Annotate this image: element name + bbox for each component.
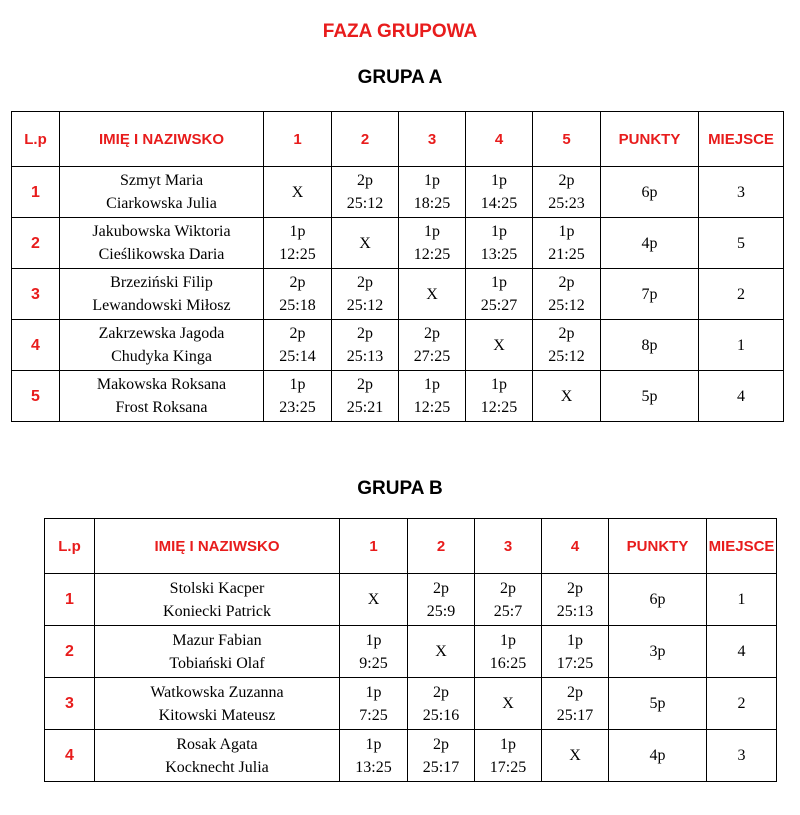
match-points: 2p — [289, 325, 306, 342]
match-result-cell — [475, 626, 542, 678]
match-points: 1p — [365, 683, 382, 701]
column-header: 5 — [533, 112, 601, 167]
place-cell: 1 — [707, 574, 777, 626]
match-points: 2p — [357, 325, 373, 342]
match-result-cell — [466, 167, 533, 218]
points-cell: 3p — [609, 626, 707, 678]
column-header: PUNKTY — [601, 112, 699, 167]
match-score: 25:27 — [480, 297, 518, 314]
match-points: 2p — [357, 376, 373, 393]
match-score: 25:23 — [548, 195, 585, 212]
match-result-cell — [340, 626, 408, 678]
points-cell: 5p — [609, 678, 707, 730]
match-result-cell — [466, 269, 533, 320]
group-a-header-row — [12, 112, 784, 167]
match-score: 18:25 — [413, 195, 451, 212]
match-result-cell — [542, 626, 609, 678]
table-row — [45, 626, 777, 678]
match-score: 25:9 — [426, 602, 456, 620]
match-result-cell — [408, 574, 475, 626]
row-number: 3 — [45, 678, 95, 730]
match-score: 25:14 — [279, 348, 316, 365]
player-name: Mazur Fabian — [172, 631, 262, 649]
match-score: 14:25 — [480, 195, 518, 212]
match-result-cell — [399, 167, 466, 218]
match-result-cell — [533, 218, 601, 269]
match-result-cell — [408, 730, 475, 782]
row-number: 5 — [12, 371, 60, 422]
player-name: Watkowska Zuzanna — [150, 683, 284, 701]
page-title: FAZA GRUPOWA — [322, 21, 478, 42]
match-result-cell — [475, 678, 542, 730]
place-cell: 4 — [707, 626, 777, 678]
table-row — [12, 320, 784, 371]
player-name: Chudyka Kinga — [111, 348, 212, 365]
match-points: 1p — [424, 376, 440, 393]
match-points: X — [291, 183, 304, 201]
player-name: Tobiański Olaf — [169, 654, 265, 672]
match-points: 2p — [567, 579, 583, 597]
match-points: 1p — [567, 631, 583, 649]
match-result-cell — [332, 269, 399, 320]
player-name: Koniecki Patrick — [163, 602, 271, 620]
column-header: 2 — [332, 112, 399, 167]
player-name: Szmyt Maria — [119, 172, 204, 189]
match-result-cell — [542, 730, 609, 782]
column-header: L.p — [45, 519, 95, 574]
player-name: Brzeziński Filip — [110, 274, 213, 291]
place-cell: 5 — [699, 218, 784, 269]
player-name: Jakubowska Wiktoria — [92, 223, 231, 240]
column-header: MIEJSCE — [699, 112, 784, 167]
match-score: 21:25 — [548, 246, 585, 263]
match-points: 1p — [491, 274, 507, 291]
match-result-cell — [399, 320, 466, 371]
place-cell: 3 — [699, 167, 784, 218]
match-score: 25:12 — [548, 297, 585, 314]
match-result-cell — [340, 678, 408, 730]
column-header: 4 — [466, 112, 533, 167]
match-result-cell — [466, 320, 533, 371]
match-result-cell — [332, 167, 399, 218]
player-names-cell — [60, 371, 264, 422]
place-cell: 3 — [707, 730, 777, 782]
match-points: 2p — [424, 325, 440, 342]
column-header: 4 — [542, 519, 609, 574]
match-points: 2p — [289, 274, 306, 291]
match-points: 1p — [289, 223, 306, 240]
match-points: 2p — [558, 172, 575, 189]
match-result-cell — [533, 371, 601, 422]
match-result-cell — [264, 218, 332, 269]
player-names-cell — [95, 574, 340, 626]
group-a-title: GRUPA A — [357, 67, 443, 88]
match-score: 25:12 — [346, 297, 384, 314]
points-cell: 4p — [609, 730, 707, 782]
match-points: 1p — [365, 631, 382, 649]
match-result-cell — [399, 371, 466, 422]
match-result-cell — [340, 730, 408, 782]
match-score: 25:13 — [556, 602, 594, 620]
row-number: 1 — [45, 574, 95, 626]
match-result-cell — [533, 320, 601, 371]
match-points: 2p — [500, 579, 516, 597]
player-names-cell — [95, 678, 340, 730]
column-header: 3 — [399, 112, 466, 167]
match-score: 12:25 — [413, 246, 451, 263]
match-points: 2p — [433, 683, 449, 701]
points-cell: 4p — [601, 218, 699, 269]
match-points: X — [502, 695, 514, 712]
player-name: Kocknecht Julia — [165, 758, 269, 776]
player-name: Stolski Kacper — [169, 579, 265, 597]
match-score: 12:25 — [279, 246, 316, 263]
row-number: 4 — [12, 320, 60, 371]
player-names-cell — [95, 626, 340, 678]
match-points: 1p — [558, 223, 575, 240]
row-number: 1 — [12, 167, 60, 218]
match-score: 12:25 — [480, 399, 518, 416]
group-b-header-row — [45, 519, 777, 574]
match-result-cell — [332, 218, 399, 269]
match-points: 2p — [567, 683, 583, 701]
match-points: 1p — [424, 223, 440, 240]
player-name: Rosak Agata — [176, 735, 258, 753]
match-points: 1p — [365, 735, 382, 753]
column-header: 1 — [264, 112, 332, 167]
match-score: 25:16 — [422, 706, 460, 724]
match-result-cell — [533, 167, 601, 218]
match-score: 16:25 — [489, 654, 527, 672]
place-cell: 1 — [699, 320, 784, 371]
column-header: L.p — [12, 112, 60, 167]
match-score: 25:7 — [493, 602, 523, 620]
row-number: 2 — [45, 626, 95, 678]
match-points: 1p — [424, 172, 440, 189]
player-names-cell — [60, 320, 264, 371]
player-names-cell — [95, 730, 340, 782]
match-result-cell — [332, 320, 399, 371]
player-names-cell — [60, 269, 264, 320]
column-header: IMIĘ I NAZIWSKO — [95, 519, 340, 574]
row-number: 3 — [12, 269, 60, 320]
match-points: 2p — [433, 735, 449, 753]
match-score: 25:12 — [346, 195, 384, 212]
column-header: 1 — [340, 519, 408, 574]
row-number: 4 — [45, 730, 95, 782]
points-cell: 8p — [601, 320, 699, 371]
player-name: Ciarkowska Julia — [106, 195, 217, 212]
match-result-cell — [542, 574, 609, 626]
match-points: 2p — [357, 274, 373, 291]
match-points: 2p — [558, 274, 575, 291]
table-row — [12, 269, 784, 320]
match-result-cell — [264, 371, 332, 422]
group-b-body — [45, 519, 777, 782]
match-points: X — [569, 747, 581, 764]
match-points: 1p — [491, 223, 507, 240]
match-points: 2p — [433, 579, 449, 597]
player-name: Makowska Roksana — [96, 376, 227, 393]
match-points: 1p — [289, 376, 306, 393]
column-header: PUNKTY — [609, 519, 707, 574]
place-cell: 2 — [699, 269, 784, 320]
match-result-cell — [475, 730, 542, 782]
match-result-cell — [475, 574, 542, 626]
match-score: 17:25 — [556, 654, 594, 672]
table-row — [45, 730, 777, 782]
match-score: 13:25 — [355, 758, 392, 776]
row-number: 2 — [12, 218, 60, 269]
group-b-table — [44, 518, 777, 782]
match-points: 2p — [357, 172, 373, 189]
points-cell: 6p — [601, 167, 699, 218]
column-header: MIEJSCE — [707, 519, 777, 574]
match-result-cell — [533, 269, 601, 320]
player-name: Zakrzewska Jagoda — [98, 325, 225, 342]
match-points: X — [426, 285, 438, 303]
match-points: 1p — [500, 735, 516, 753]
player-name: Frost Roksana — [115, 399, 208, 416]
match-score: 27:25 — [413, 348, 451, 365]
points-cell: 7p — [601, 269, 699, 320]
player-name: Lewandowski Miłosz — [92, 297, 231, 314]
player-names-cell — [60, 218, 264, 269]
match-result-cell — [264, 269, 332, 320]
match-points: X — [367, 591, 380, 608]
table-row — [12, 371, 784, 422]
match-score: 23:25 — [279, 399, 316, 416]
match-result-cell — [466, 218, 533, 269]
match-result-cell — [264, 167, 332, 218]
match-points: X — [560, 387, 573, 405]
place-cell: 2 — [707, 678, 777, 730]
match-points: 2p — [558, 325, 575, 342]
player-name: Cieślikowska Daria — [98, 246, 225, 263]
match-result-cell — [408, 626, 475, 678]
match-score: 25:18 — [279, 297, 316, 314]
table-row — [12, 218, 784, 269]
match-points: X — [359, 234, 371, 252]
match-score: 25:12 — [548, 348, 585, 365]
match-result-cell — [466, 371, 533, 422]
match-score: 9:25 — [359, 654, 388, 672]
match-score: 12:25 — [413, 399, 451, 416]
match-score: 25:17 — [556, 706, 594, 724]
player-name: Kitowski Mateusz — [158, 706, 276, 724]
match-result-cell — [264, 320, 332, 371]
group-a-body — [12, 112, 784, 422]
match-score: 17:25 — [489, 758, 527, 776]
match-result-cell — [542, 678, 609, 730]
match-points: X — [493, 336, 505, 354]
match-points: X — [435, 643, 447, 660]
table-row — [12, 167, 784, 218]
table-row — [45, 574, 777, 626]
match-score: 25:21 — [346, 399, 384, 416]
match-score: 25:13 — [346, 348, 384, 365]
column-header: 2 — [408, 519, 475, 574]
match-points: 1p — [500, 631, 516, 649]
points-cell: 6p — [609, 574, 707, 626]
table-row — [45, 678, 777, 730]
match-points: 1p — [491, 172, 507, 189]
match-result-cell — [399, 218, 466, 269]
group-b-title: GRUPA B — [357, 478, 443, 499]
match-points: 1p — [491, 376, 507, 393]
match-score: 7:25 — [359, 706, 388, 724]
match-score: 25:17 — [422, 758, 460, 776]
match-result-cell — [408, 678, 475, 730]
player-names-cell — [60, 167, 264, 218]
match-score: 13:25 — [480, 246, 518, 263]
group-a-table — [11, 111, 784, 422]
match-result-cell — [399, 269, 466, 320]
match-result-cell — [340, 574, 408, 626]
column-header: 3 — [475, 519, 542, 574]
points-cell: 5p — [601, 371, 699, 422]
match-result-cell — [332, 371, 399, 422]
column-header: IMIĘ I NAZIWSKO — [60, 112, 264, 167]
place-cell: 4 — [699, 371, 784, 422]
